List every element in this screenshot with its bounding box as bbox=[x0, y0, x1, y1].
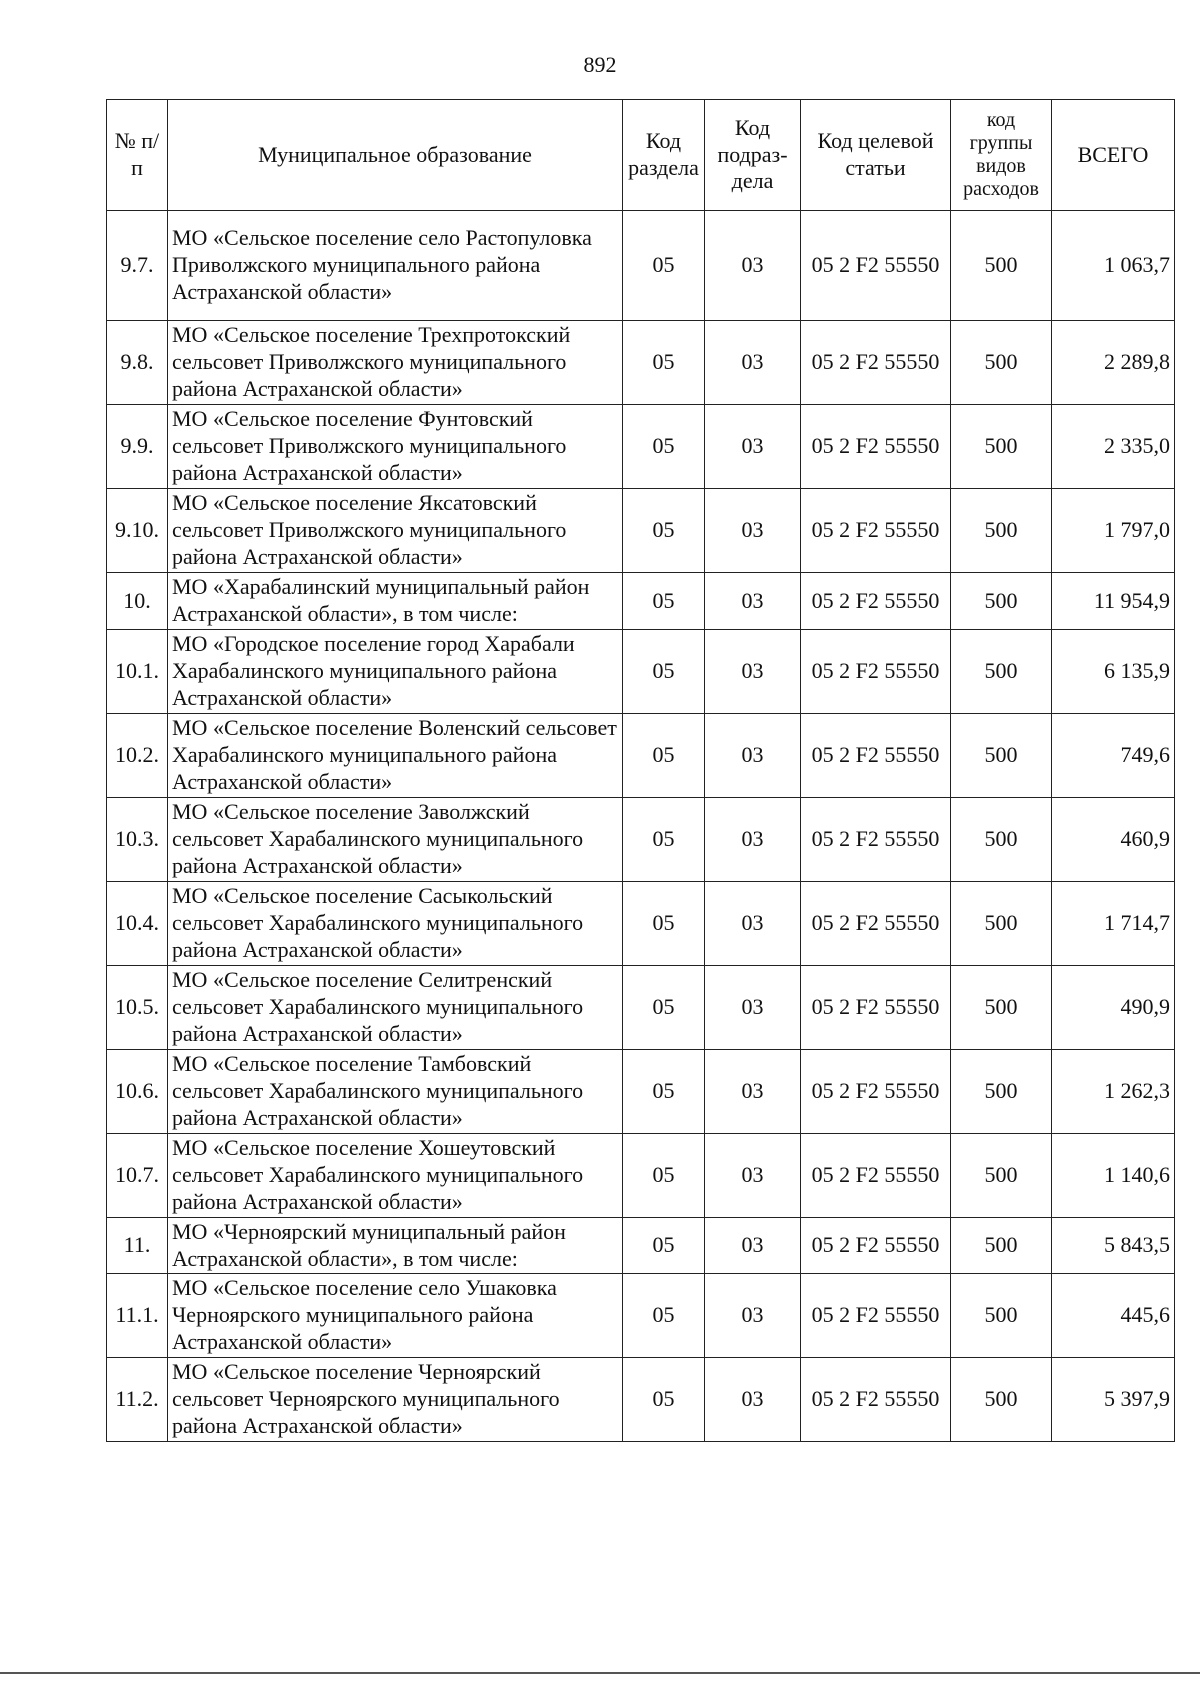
header-subsection: Код подраз-дела bbox=[705, 100, 801, 211]
row-target: 05 2 F2 55550 bbox=[801, 966, 951, 1050]
row-section: 05 bbox=[623, 211, 705, 321]
page-number: 892 bbox=[583, 52, 617, 77]
table-row bbox=[107, 1218, 1175, 1274]
table-row bbox=[107, 966, 1175, 1050]
row-target: 05 2 F2 55550 bbox=[801, 1218, 951, 1274]
row-subsection: 03 bbox=[705, 1134, 801, 1218]
row-group: 500 bbox=[951, 1358, 1052, 1442]
table-row bbox=[107, 211, 1175, 321]
table-row bbox=[107, 1274, 1175, 1358]
row-section: 05 bbox=[623, 966, 705, 1050]
row-num: 10.3. bbox=[107, 798, 168, 882]
row-num: 10.4. bbox=[107, 882, 168, 966]
row-section: 05 bbox=[623, 1274, 705, 1358]
row-group: 500 bbox=[951, 211, 1052, 321]
row-section: 05 bbox=[623, 1050, 705, 1134]
table-row bbox=[107, 882, 1175, 966]
row-target: 05 2 F2 55550 bbox=[801, 211, 951, 321]
row-total: 11 954,9 bbox=[1052, 573, 1175, 630]
row-section: 05 bbox=[623, 1134, 705, 1218]
row-subsection: 03 bbox=[705, 405, 801, 489]
row-subsection: 03 bbox=[705, 489, 801, 573]
row-total: 749,6 bbox=[1052, 714, 1175, 798]
row-target: 05 2 F2 55550 bbox=[801, 630, 951, 714]
row-num: 11.2. bbox=[107, 1358, 168, 1442]
row-total: 1 140,6 bbox=[1052, 1134, 1175, 1218]
table-row bbox=[107, 321, 1175, 405]
header-name: Муниципальное образование bbox=[168, 100, 623, 211]
row-group: 500 bbox=[951, 321, 1052, 405]
table-row bbox=[107, 1358, 1175, 1442]
table-body bbox=[107, 211, 1175, 1442]
row-group: 500 bbox=[951, 714, 1052, 798]
row-subsection: 03 bbox=[705, 882, 801, 966]
row-total: 1 714,7 bbox=[1052, 882, 1175, 966]
budget-table bbox=[106, 99, 1175, 1442]
row-target: 05 2 F2 55550 bbox=[801, 573, 951, 630]
table-row bbox=[107, 573, 1175, 630]
row-target: 05 2 F2 55550 bbox=[801, 714, 951, 798]
row-group: 500 bbox=[951, 405, 1052, 489]
row-num: 10.1. bbox=[107, 630, 168, 714]
row-group: 500 bbox=[951, 573, 1052, 630]
row-group: 500 bbox=[951, 798, 1052, 882]
row-name: МО «Сельское поселение Трехпротокский сельсовет Приволжского муниципального района Астраханской области» bbox=[168, 321, 623, 405]
row-target: 05 2 F2 55550 bbox=[801, 321, 951, 405]
table-row bbox=[107, 1050, 1175, 1134]
row-section: 05 bbox=[623, 1218, 705, 1274]
row-section: 05 bbox=[623, 1358, 705, 1442]
row-total: 1 262,3 bbox=[1052, 1050, 1175, 1134]
row-target: 05 2 F2 55550 bbox=[801, 1134, 951, 1218]
row-name: МО «Городское поселение город Харабали Харабалинского муниципального района Астраханской области» bbox=[168, 630, 623, 714]
row-num: 9.9. bbox=[107, 405, 168, 489]
row-subsection: 03 bbox=[705, 966, 801, 1050]
row-target: 05 2 F2 55550 bbox=[801, 489, 951, 573]
row-name: МО «Сельское поселение Сасыкольский сельсовет Харабалинского муниципального района Астраханской области» bbox=[168, 882, 623, 966]
table-row bbox=[107, 1134, 1175, 1218]
row-total: 5 397,9 bbox=[1052, 1358, 1175, 1442]
row-section: 05 bbox=[623, 321, 705, 405]
header-target: Код целевой статьи bbox=[801, 100, 951, 211]
table-row bbox=[107, 630, 1175, 714]
header-group: код группы видов расходов bbox=[951, 100, 1052, 211]
row-section: 05 bbox=[623, 882, 705, 966]
row-target: 05 2 F2 55550 bbox=[801, 1358, 951, 1442]
row-target: 05 2 F2 55550 bbox=[801, 882, 951, 966]
row-num: 10. bbox=[107, 573, 168, 630]
header-total: ВСЕГО bbox=[1052, 100, 1175, 211]
row-total: 490,9 bbox=[1052, 966, 1175, 1050]
table-row bbox=[107, 798, 1175, 882]
row-name: МО «Сельское поселение Заволжский сельсовет Харабалинского муниципального района Астраханской области» bbox=[168, 798, 623, 882]
row-section: 05 bbox=[623, 798, 705, 882]
row-total: 2 335,0 bbox=[1052, 405, 1175, 489]
row-name: МО «Сельское поселение село Ушаковка Черноярского муниципального района Астраханской области» bbox=[168, 1274, 623, 1358]
table-row bbox=[107, 489, 1175, 573]
row-group: 500 bbox=[951, 1218, 1052, 1274]
row-num: 11. bbox=[107, 1218, 168, 1274]
row-subsection: 03 bbox=[705, 798, 801, 882]
row-subsection: 03 bbox=[705, 321, 801, 405]
row-subsection: 03 bbox=[705, 573, 801, 630]
row-name: МО «Харабалинский муниципальный район Астраханской области», в том числе: bbox=[168, 573, 623, 630]
row-total: 6 135,9 bbox=[1052, 630, 1175, 714]
row-group: 500 bbox=[951, 630, 1052, 714]
row-name: МО «Сельское поселение Фунтовский сельсовет Приволжского муниципального района Астраханской области» bbox=[168, 405, 623, 489]
row-total: 1 063,7 bbox=[1052, 211, 1175, 321]
row-subsection: 03 bbox=[705, 630, 801, 714]
row-group: 500 bbox=[951, 1050, 1052, 1134]
row-name: МО «Сельское поселение Хошеутовский сельсовет Харабалинского муниципального района Астраханской области» bbox=[168, 1134, 623, 1218]
row-group: 500 bbox=[951, 966, 1052, 1050]
row-num: 11.1. bbox=[107, 1274, 168, 1358]
row-group: 500 bbox=[951, 489, 1052, 573]
row-total: 460,9 bbox=[1052, 798, 1175, 882]
row-num: 10.6. bbox=[107, 1050, 168, 1134]
bottom-rule bbox=[0, 1672, 1200, 1674]
row-name: МО «Сельское поселение Яксатовский сельсовет Приволжского муниципального района Астраханской области» bbox=[168, 489, 623, 573]
row-group: 500 bbox=[951, 882, 1052, 966]
row-section: 05 bbox=[623, 630, 705, 714]
row-total: 1 797,0 bbox=[1052, 489, 1175, 573]
row-name: МО «Сельское поселение Тамбовский сельсовет Харабалинского муниципального района Астраханской области» bbox=[168, 1050, 623, 1134]
row-subsection: 03 bbox=[705, 714, 801, 798]
row-num: 9.8. bbox=[107, 321, 168, 405]
row-section: 05 bbox=[623, 573, 705, 630]
header-section: Код раздела bbox=[623, 100, 705, 211]
row-num: 9.10. bbox=[107, 489, 168, 573]
row-num: 9.7. bbox=[107, 211, 168, 321]
row-target: 05 2 F2 55550 bbox=[801, 1050, 951, 1134]
table-row bbox=[107, 405, 1175, 489]
row-name: МО «Черноярский муниципальный район Астраханской области», в том числе: bbox=[168, 1218, 623, 1274]
table-header-row bbox=[107, 100, 1175, 211]
row-target: 05 2 F2 55550 bbox=[801, 405, 951, 489]
row-group: 500 bbox=[951, 1274, 1052, 1358]
row-subsection: 03 bbox=[705, 1218, 801, 1274]
row-name: МО «Сельское поселение Селитренский сельсовет Харабалинского муниципального района Астраханской области» bbox=[168, 966, 623, 1050]
row-section: 05 bbox=[623, 489, 705, 573]
table-row bbox=[107, 714, 1175, 798]
row-target: 05 2 F2 55550 bbox=[801, 798, 951, 882]
row-section: 05 bbox=[623, 714, 705, 798]
row-subsection: 03 bbox=[705, 211, 801, 321]
row-name: МО «Сельское поселение Черноярский сельсовет Черноярского муниципального района Астраханской области» bbox=[168, 1358, 623, 1442]
row-section: 05 bbox=[623, 405, 705, 489]
row-name: МО «Сельское поселение Воленский сельсовет Харабалинского муниципального района Астраханской области» bbox=[168, 714, 623, 798]
row-target: 05 2 F2 55550 bbox=[801, 1274, 951, 1358]
row-name: МО «Сельское поселение село Растопуловка Приволжского муниципального района Астраханской области» bbox=[168, 211, 623, 321]
header-num: № п/п bbox=[107, 100, 168, 211]
row-total: 5 843,5 bbox=[1052, 1218, 1175, 1274]
row-subsection: 03 bbox=[705, 1358, 801, 1442]
row-num: 10.2. bbox=[107, 714, 168, 798]
row-total: 2 289,8 bbox=[1052, 321, 1175, 405]
row-subsection: 03 bbox=[705, 1050, 801, 1134]
row-subsection: 03 bbox=[705, 1274, 801, 1358]
row-group: 500 bbox=[951, 1134, 1052, 1218]
row-num: 10.5. bbox=[107, 966, 168, 1050]
row-num: 10.7. bbox=[107, 1134, 168, 1218]
row-total: 445,6 bbox=[1052, 1274, 1175, 1358]
